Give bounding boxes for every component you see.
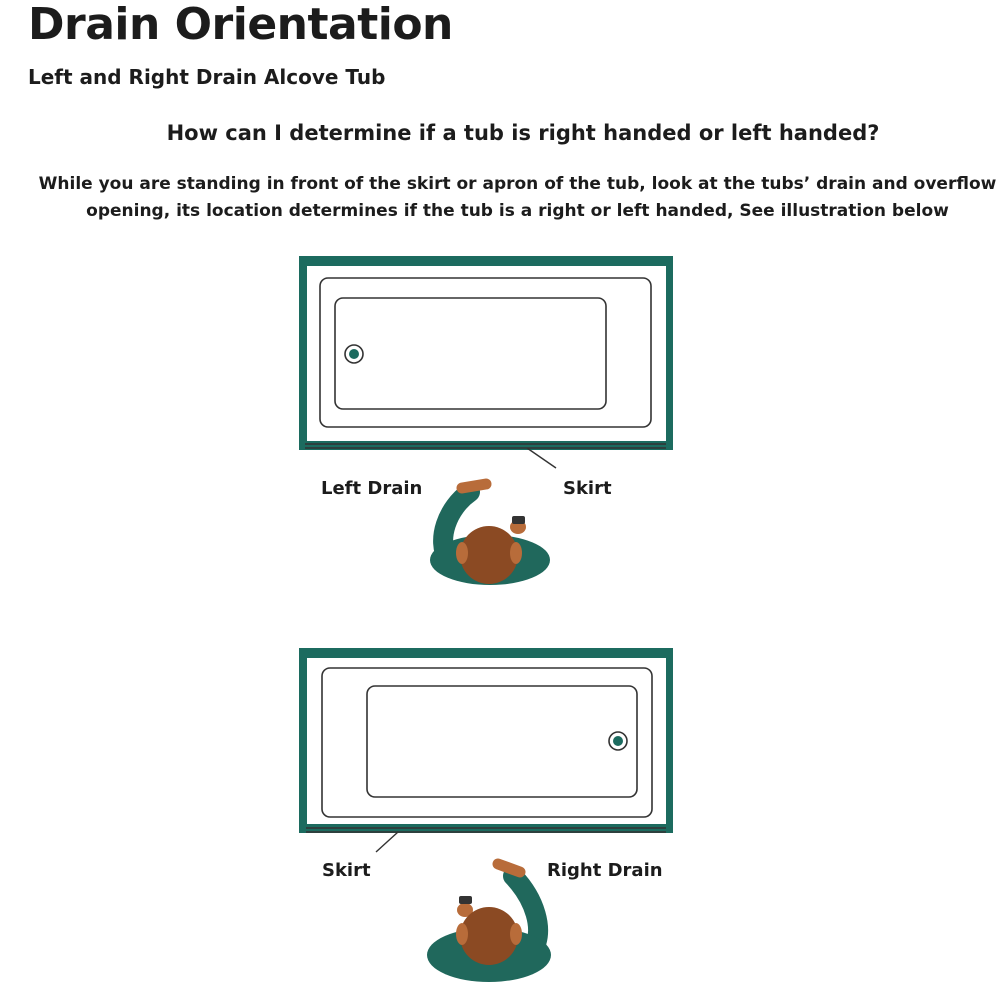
person-figure [430,484,550,585]
skirt-label: Skirt [322,860,371,881]
left-drain-label: Left Drain [321,478,423,499]
description-text: While you are standing in front of the skirt or apron of the tub, look at the tubs’ drain and overflow opening, its location determines if the tub is a right or left handed, See illustration below [38,174,997,221]
skirt-pointer-line [376,832,398,852]
skirt-pointer-line [527,448,556,468]
drain-icon [345,345,363,363]
page-title: Drain Orientation [28,0,453,50]
tub-alcove-right [299,648,673,852]
right-drain-label: Right Drain [547,860,663,881]
drain-icon [609,732,627,750]
question-heading: How can I determine if a tub is right handed or left handed? [166,121,880,145]
skirt-label: Skirt [563,478,612,499]
person-figure [427,864,551,982]
right-drain-diagram [299,648,673,982]
left-drain-diagram [299,256,673,585]
page-subtitle: Left and Right Drain Alcove Tub [28,65,386,89]
tub-alcove-left [299,256,673,468]
